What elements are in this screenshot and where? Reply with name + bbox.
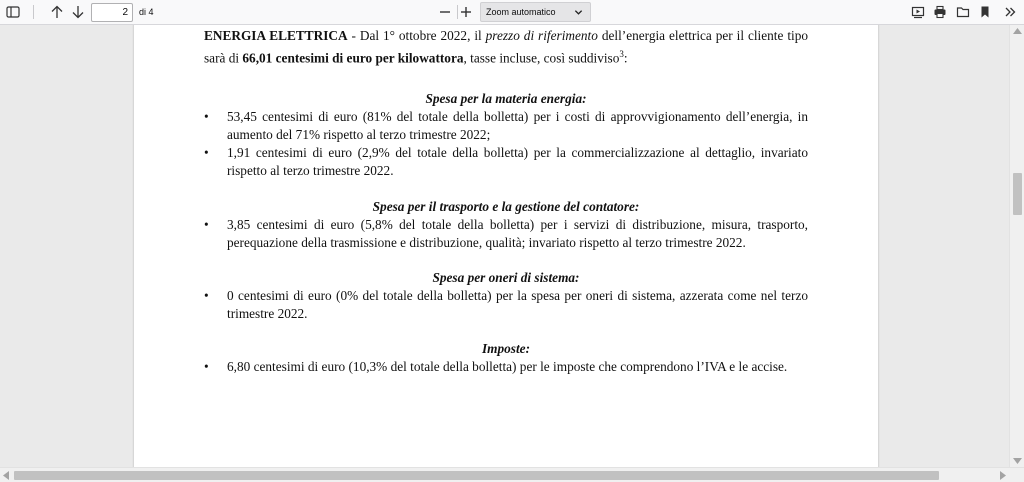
list-item: • 3,85 centesimi di euro (5,8% del totale della bolletta) per i servizi di distribuzione, misura, trasporto, perequazione della trasmissione e distribuzione, qualità; invariato rispetto al terzo trimestre 2022. [204,216,808,252]
pdf-toolbar [0,0,1024,25]
toolbar-separator [33,5,34,19]
chevron-down-icon [574,8,583,17]
intro-text: - Dal 1° ottobre 2022, il [347,28,486,43]
intro-price: 66,01 centesimi di euro per kilowattora [242,50,464,66]
intro-lead: ENERGIA ELETTRICA [204,28,348,43]
bullet-list [204,108,808,180]
vertical-scrollbar-thumb[interactable] [1013,173,1022,215]
minus-icon [438,5,452,19]
page-total-label: di 4 [139,7,154,17]
plus-icon [459,5,473,19]
zoom-in-button[interactable] [456,2,476,22]
horizontal-scrollbar[interactable] [0,467,1024,482]
arrow-down-icon [71,5,85,19]
presentation-mode-button[interactable] [908,2,928,22]
intro-text: : [623,50,628,66]
zoom-select[interactable] [480,2,591,22]
printer-icon [933,5,947,19]
list-item: • 1,91 centesimi di euro (2,9% del totale della bolletta) per la commercializzazione al dettaglio, invariato rispetto al terzo trimestre 2022. [204,144,808,180]
list-item: • 6,80 centesimi di euro (10,3% del totale della bolletta) per le imposte che comprendono l’IVA e le accise. [204,358,808,376]
open-file-button[interactable] [953,2,973,22]
section-title: Imposte: [481,341,530,357]
horizontal-scrollbar-thumb[interactable] [14,471,939,480]
zoom-select-value: Zoom automatico [486,7,556,17]
folder-icon [956,5,970,19]
intro-text: , tasse incluse, così suddiviso [463,50,620,66]
page-number-input[interactable] [91,3,133,22]
list-item: • 53,45 centesimi di euro (81% del totale della bolletta) per i costi di approvvigionamento dell’energia, in aumento del 71% rispetto al terzo trimestre 2022; [204,108,808,144]
scroll-up-arrow-icon[interactable] [1013,28,1022,34]
zoom-out-button[interactable] [435,2,455,22]
scroll-down-arrow-icon[interactable] [1013,458,1022,464]
sidebar-toggle-button[interactable] [3,2,23,22]
more-tools-button[interactable] [1000,2,1020,22]
sidebar-icon [6,5,20,19]
section-title: Spesa per oneri di sistema: [432,270,580,286]
footnote-marker[interactable]: 3 [619,49,624,59]
vertical-scrollbar[interactable] [1009,25,1024,467]
bookmark-button[interactable] [975,2,995,22]
section-title: Spesa per la materia energia: [425,91,587,107]
intro-text: dell’energia elettrica per il cliente tipo sarà di [204,28,809,66]
section-title: Spesa per il trasporto e la gestione del contatore: [372,199,640,215]
bullet-list [204,216,808,252]
bookmark-icon [978,5,992,19]
scroll-left-arrow-icon[interactable] [3,471,9,480]
next-page-button[interactable] [68,2,88,22]
document-viewer[interactable] [0,25,1024,482]
bullet-list [204,358,808,376]
bullet-list [204,287,808,323]
intro-paragraph [204,27,808,67]
pdf-page [134,25,878,473]
presentation-icon [911,5,925,19]
print-button[interactable] [930,2,950,22]
previous-page-button[interactable] [47,2,67,22]
scroll-right-arrow-icon[interactable] [1000,471,1006,480]
arrow-up-icon [50,5,64,19]
intro-italic: prezzo di riferimento [485,28,598,43]
page-content [204,27,808,376]
list-item: • 0 centesimi di euro (0% del totale della bolletta) per la spesa per oneri di sistema, azzerata come nel terzo trimestre 2022. [204,287,808,323]
double-chevron-right-icon [1003,5,1017,19]
